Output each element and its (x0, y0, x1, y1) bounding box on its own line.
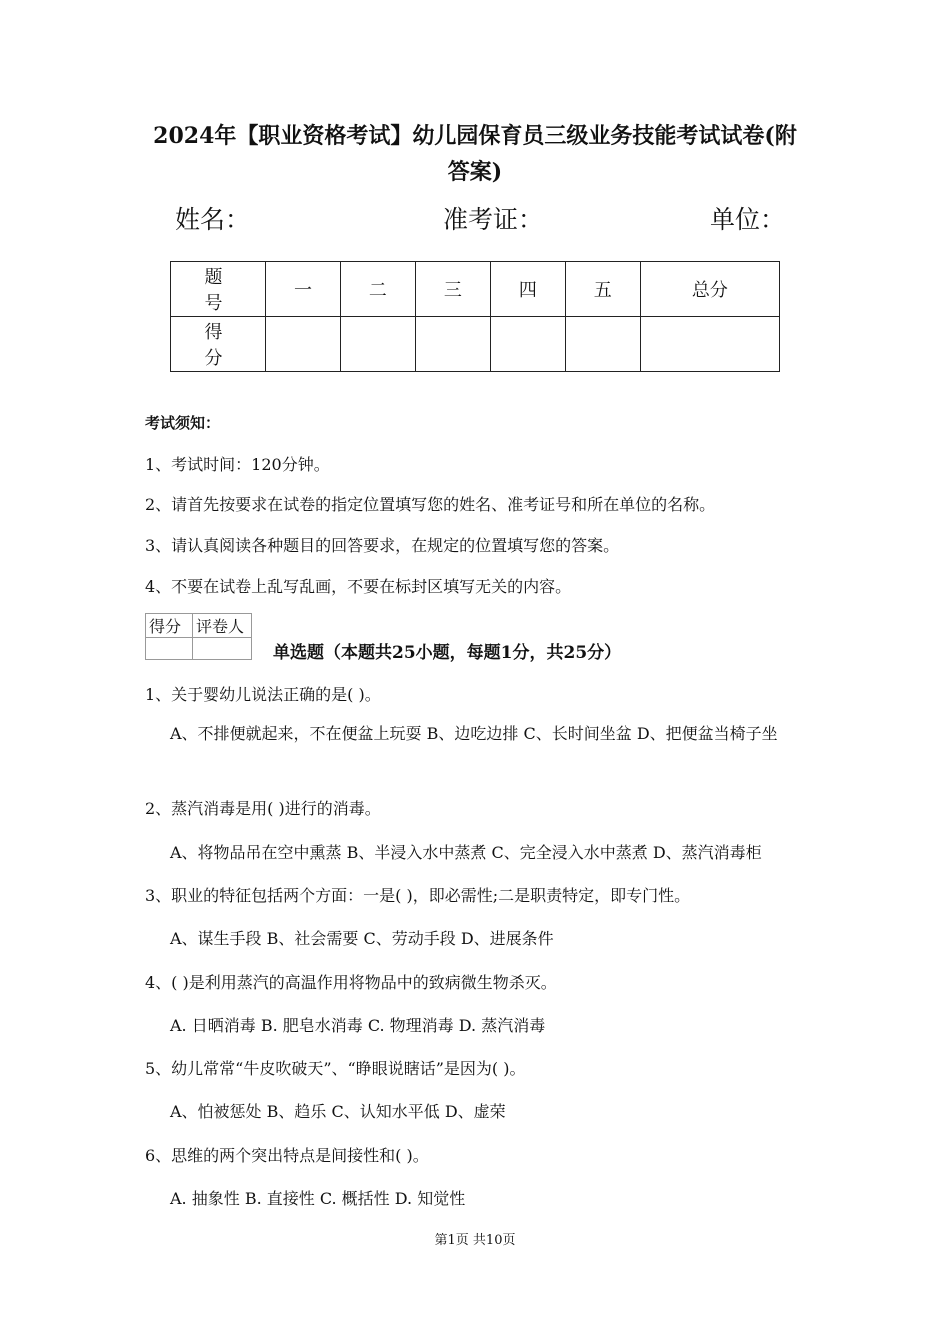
notice-item: 3、请认真阅读各种题目的回答要求，在规定的位置填写您的答案。 (145, 536, 620, 555)
question-options: A、怕被惩处 B、趋乐 C、认知水平低 D、虚荣 (170, 1102, 506, 1121)
notice-item: 1、考试时间：120分钟。 (145, 455, 330, 474)
score-input-cell[interactable] (490, 317, 565, 372)
unit-label: 单位： (710, 205, 786, 234)
score-input-cell[interactable] (565, 317, 640, 372)
question-text: 3、职业的特征包括两个方面：一是( )，即必需性;二是职责特定，即专门性。 (145, 886, 691, 905)
question-options: A、不排便就起来，不在便盆上玩耍 B、边吃边排 C、长时间坐盆 D、把便盆当椅子坐 (170, 724, 778, 743)
notice-title: 考试须知： (145, 414, 221, 432)
question-text: 5、幼儿常常“牛皮吹破天”、“睁眼说瞎话”是因为( )。 (145, 1059, 526, 1078)
candidate-info-row (175, 200, 785, 240)
grader-score-cell[interactable] (146, 638, 193, 660)
score-input-cell[interactable] (640, 317, 779, 372)
score-table-header-row (171, 262, 780, 317)
score-table-score-row (171, 317, 780, 372)
name-label: 姓名： (175, 205, 251, 234)
grader-score-label: 得分 (146, 614, 193, 638)
question-options: A、将物品吊在空中熏蒸 B、半浸入水中蒸煮 C、完全浸入水中蒸煮 D、蒸汽消毒柜 (170, 843, 762, 862)
score-table-cell: 题 号 (171, 262, 266, 317)
grader-name-label: 评卷人 (193, 614, 252, 638)
score-input-cell[interactable] (415, 317, 490, 372)
exam-id-label: 准考证： (443, 205, 544, 234)
grader-name-cell[interactable] (193, 638, 252, 660)
question-text: 1、关于婴幼儿说法正确的是( )。 (145, 685, 381, 704)
score-table-cell: 五 (565, 262, 640, 317)
notice-item: 4、不要在试卷上乱写乱画，不要在标封区填写无关的内容。 (145, 577, 572, 596)
grader-box (145, 613, 252, 660)
exam-title-line1: 2024年【职业资格考试】幼儿园保育员三级业务技能考试试卷(附 (153, 123, 797, 149)
score-table-cell: 一 (266, 262, 341, 317)
score-row-label: 得 分 (171, 317, 266, 372)
score-input-cell[interactable] (340, 317, 415, 372)
question-text: 2、蒸汽消毒是用( )进行的消毒。 (145, 799, 381, 818)
score-input-cell[interactable] (266, 317, 341, 372)
section-title: 单选题（本题共25小题，每题1分，共25分） (273, 643, 622, 663)
notice-item: 2、请首先按要求在试卷的指定位置填写您的姓名、准考证号和所在单位的名称。 (145, 495, 716, 514)
score-table-cell: 四 (490, 262, 565, 317)
exam-title-line2: 答案) (447, 159, 503, 185)
question-text: 4、( )是利用蒸汽的高温作用将物品中的致病微生物杀灭。 (145, 973, 557, 992)
score-table (170, 261, 780, 372)
page-footer: 第1页 共10页 (434, 1233, 516, 1248)
score-table-cell: 三 (415, 262, 490, 317)
question-text: 6、思维的两个突出特点是间接性和( )。 (145, 1146, 429, 1165)
score-table-cell: 总分 (640, 262, 779, 317)
score-table-cell: 二 (340, 262, 415, 317)
question-options: A. 日晒消毒 B. 肥皂水消毒 C. 物理消毒 D. 蒸汽消毒 (170, 1016, 546, 1035)
question-options: A. 抽象性 B. 直接性 C. 概括性 D. 知觉性 (170, 1189, 466, 1208)
exam-title (120, 118, 830, 190)
question-options: A、谋生手段 B、社会需要 C、劳动手段 D、进展条件 (170, 929, 554, 948)
